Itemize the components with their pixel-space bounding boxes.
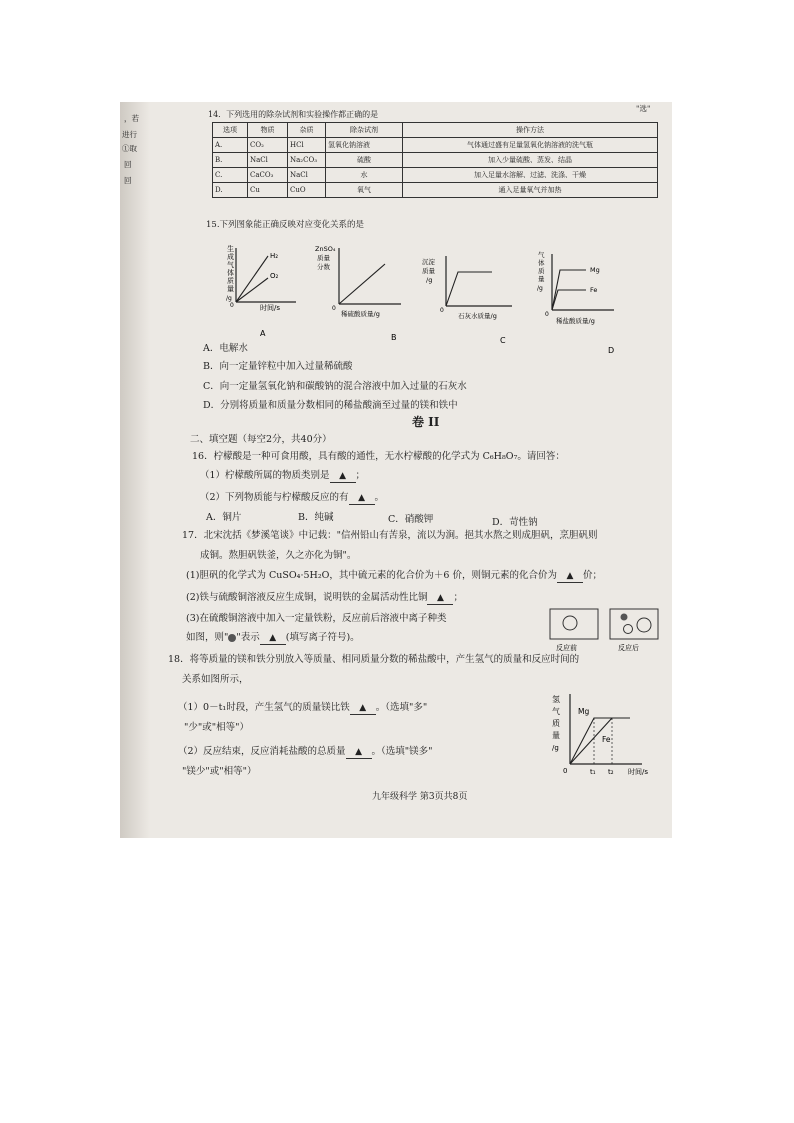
graph-letter: A	[260, 329, 266, 338]
page-footer: 九年级科学 第3页共8页	[372, 792, 468, 802]
graph-d	[528, 248, 638, 360]
q17-part2	[186, 592, 463, 605]
graph-ylabel: /g	[552, 744, 559, 752]
section-subtitle: 二、填空题（每空2分，共40分）	[190, 434, 332, 445]
edge-text: ，若	[124, 114, 139, 123]
table-cell: 氧气	[326, 183, 403, 198]
graph-letter: C	[500, 336, 506, 345]
graph-ylabel: 质	[538, 267, 545, 275]
graph-origin: 0	[440, 307, 444, 314]
graph-ylabel: ZnSO₄	[315, 245, 336, 253]
curve-precipitate	[446, 272, 492, 306]
table-row	[213, 168, 658, 183]
answer-blank[interactable]: ▲	[260, 633, 286, 645]
part-text: 价；	[582, 570, 602, 581]
q17-part3-cont	[186, 632, 360, 645]
table-cell: Cu	[248, 183, 288, 198]
graph-b	[315, 242, 405, 342]
graph-origin: 0	[545, 311, 549, 318]
table-cell: 加入少量硫酸、蒸发、结晶	[403, 153, 658, 168]
q16-stem: 16．柠檬酸是一种可食用酸，具有酸的通性，无水柠檬酸的化学式为 C₆H₈O₇。请回答：	[192, 451, 565, 462]
answer-blank[interactable]: ▲	[350, 703, 376, 715]
part-text: "表示	[236, 632, 260, 643]
graph-ylabel: 体	[227, 269, 234, 277]
table-cell: HCl	[288, 138, 326, 153]
graph-ylabel: 氢	[552, 695, 560, 704]
part-text: (2)铁与硫酸铜溶液反应生成铜，说明铁的金属活动性比铜	[186, 592, 428, 603]
ion-figure	[548, 607, 660, 653]
edge-text: ①取	[122, 144, 137, 153]
q17-line1: 17．北宋沈括《梦溪笔谈》中记载："信州铅山有苦泉，流以为涧。挹其水熬之则成胆矾，烹胆矾则	[182, 530, 598, 541]
table-cell: CO₂	[248, 138, 288, 153]
answer-blank[interactable]: ▲	[557, 571, 583, 583]
part-text: (1)胆矾的化学式为 CuSO₄·5H₂O，其中硫元素的化合价为＋6 价，则铜元素的化合价为	[186, 570, 557, 581]
table-cell: 通入足量氧气并加热	[403, 183, 658, 198]
edge-text: 进行	[122, 130, 137, 139]
q15-option: D．分别将质量和质量分数相同的稀盐酸滴至过量的镁和铁中	[203, 400, 458, 411]
answer-blank[interactable]: ▲	[346, 747, 372, 759]
answer-blank[interactable]: ▲	[330, 471, 356, 483]
curve-o2	[236, 278, 268, 302]
table-cell: B.	[213, 153, 248, 168]
graph-xlabel: 时间/s	[628, 768, 649, 776]
table-header: 物质	[248, 123, 288, 138]
tick-t1: t₁	[590, 768, 596, 776]
table-cell: 氢氧化钠溶液	[326, 138, 403, 153]
curve-h2	[236, 256, 268, 302]
curve-mg	[570, 718, 630, 764]
table-cell: C.	[213, 168, 248, 183]
curve-znso4	[339, 264, 385, 304]
q18-line2: 关系如图所示，	[182, 674, 249, 685]
graph-ylabel: 质	[552, 719, 560, 728]
graph-ylabel: 质	[227, 277, 234, 285]
curve-label-o2: O₂	[270, 272, 279, 280]
graph-origin: 0	[230, 302, 234, 309]
q18-part2-cont: "镁少"或"相等"）	[182, 766, 257, 777]
q18-line1: 18．将等质量的镁和铁分别放入等质量、相同质量分数的稀盐酸中，产生氢气的质量和反应时间的	[168, 654, 580, 665]
graph-a	[220, 240, 305, 340]
q16-choice: D．苛性钠	[492, 517, 538, 528]
graph-letter: D	[608, 346, 615, 355]
part-text: ；	[453, 592, 463, 603]
table-cell: NaCl	[288, 168, 326, 183]
q16-choice: C．硝酸钾	[388, 514, 434, 525]
graph-ylabel: 沉淀	[422, 258, 435, 266]
q15-option: B．向一定量锌粒中加入过量稀硫酸	[203, 361, 353, 372]
table-row	[213, 183, 658, 198]
table-cell: D.	[213, 183, 248, 198]
table-cell: A.	[213, 138, 248, 153]
q17-part3: (3)在硫酸铜溶液中加入一定量铁粉，反应前后溶液中离子种类	[186, 613, 447, 624]
q15-option: C．向一定量氢氧化钠和碳酸钠的混合溶液中加入过量的石灰水	[203, 381, 467, 392]
q18-graph	[550, 690, 668, 780]
graph-ylabel: /g	[426, 276, 433, 284]
q17-part1	[186, 570, 602, 583]
graph-ylabel: 量	[227, 285, 234, 293]
curve-label-fe: Fe	[590, 286, 598, 294]
graph-ylabel: 量	[552, 731, 560, 740]
graph-xlabel: 稀盐酸质量/g	[556, 317, 595, 325]
part-text: 。（选填"镁多"	[371, 746, 433, 757]
part-text: 如图，则"	[186, 632, 229, 643]
graph-ylabel: 体	[538, 259, 545, 267]
exam-page-photo	[120, 102, 672, 838]
figure-label-before: 反应前	[556, 644, 577, 652]
ion-dot	[621, 614, 628, 621]
answer-blank[interactable]: ▲	[427, 593, 453, 605]
graph-ylabel: 气	[538, 251, 545, 259]
table-cell: 气体通过盛有足量氢氧化钠溶液的洗气瓶	[403, 138, 658, 153]
table-row	[213, 138, 658, 153]
q18-part1	[178, 702, 427, 715]
graph-xlabel: 时间/s	[260, 304, 281, 312]
part-text: ；	[355, 470, 366, 481]
graph-ylabel: 分数	[317, 263, 330, 271]
table-header: 操作方法	[403, 123, 658, 138]
ion-circle	[624, 625, 633, 634]
edge-text: "选"	[636, 104, 651, 113]
table-cell: 硫酸	[326, 153, 403, 168]
table-header: 除杂试剂	[326, 123, 403, 138]
curve-label-mg: Mg	[578, 707, 590, 716]
q18-part2	[178, 746, 433, 759]
q16-part1	[200, 470, 365, 483]
table-cell: 水	[326, 168, 403, 183]
graph-ylabel: 气	[552, 707, 560, 716]
edge-text: 回	[124, 160, 132, 169]
table-cell: 加入足量水溶解、过滤、洗涤、干燥	[403, 168, 658, 183]
q16-part2	[200, 492, 384, 505]
part-text: 。	[374, 492, 385, 503]
table-row	[213, 153, 658, 168]
curve-fe	[552, 290, 586, 310]
part-text: （2）反应结束，反应消耗盐酸的总质量	[178, 746, 346, 757]
table-header-row	[213, 123, 658, 138]
tick-t2: t₂	[608, 768, 614, 776]
graph-ylabel: 成	[227, 253, 234, 261]
table-cell: NaCl	[248, 153, 288, 168]
part-text: 。（选填"多"	[375, 702, 428, 713]
graph-origin: 0	[332, 305, 336, 312]
q15-option: A．电解水	[203, 343, 248, 354]
section-title: 卷 II	[412, 415, 440, 429]
part-text: （2）下列物质能与柠檬酸反应的有	[200, 492, 349, 503]
curve-label-mg: Mg	[590, 266, 600, 274]
page-shadow	[120, 102, 150, 838]
q16-choice: B．纯碱	[298, 512, 334, 523]
table-cell: Na₂CO₃	[288, 153, 326, 168]
part-text: （1）0－t₁时段，产生氢气的质量镁比铁	[178, 702, 350, 713]
graph-ylabel: 生	[227, 245, 234, 253]
graph-ylabel: 气	[227, 261, 234, 269]
graph-ylabel: /g	[537, 285, 543, 292]
graph-xlabel: 稀硫酸质量/g	[341, 310, 380, 318]
part-text: (填写离子符号)。	[285, 632, 360, 643]
table-header: 杂质	[288, 123, 326, 138]
table-header: 选项	[213, 123, 248, 138]
q14-table	[212, 122, 658, 198]
graph-ylabel: 质量	[317, 254, 330, 262]
curve-label-fe: Fe	[602, 735, 611, 744]
ion-circle	[637, 618, 651, 632]
graph-ylabel: 量	[538, 275, 545, 283]
q17-line2: 成铜。熬胆矾铁釜，久之亦化为铜"。	[200, 550, 357, 561]
graph-c	[418, 252, 513, 350]
graph-xlabel: 石灰水质量/g	[458, 312, 497, 320]
figure-label-after: 反应后	[618, 644, 639, 652]
graph-ylabel: 质量	[422, 267, 435, 275]
q18-part1-cont: "少"或"相等"）	[184, 722, 249, 733]
answer-blank[interactable]: ▲	[349, 493, 375, 505]
graph-origin: 0	[563, 767, 568, 775]
curve-label-h2: H₂	[270, 252, 279, 260]
edge-text: 回	[124, 176, 132, 185]
q14-stem: 14．下列选用的除杂试剂和实验操作都正确的是	[208, 110, 379, 119]
part-text: （1）柠檬酸所属的物质类别是	[200, 470, 330, 481]
table-cell: CaCO₃	[248, 168, 288, 183]
table-cell: CuO	[288, 183, 326, 198]
ion-circle	[563, 616, 577, 630]
graph-ylabel: /g	[226, 295, 232, 302]
graph-letter: B	[391, 333, 397, 342]
q15-stem: 15.下列图象能正确反映对应变化关系的是	[206, 220, 365, 230]
q16-choice: A．铜片	[206, 512, 242, 523]
